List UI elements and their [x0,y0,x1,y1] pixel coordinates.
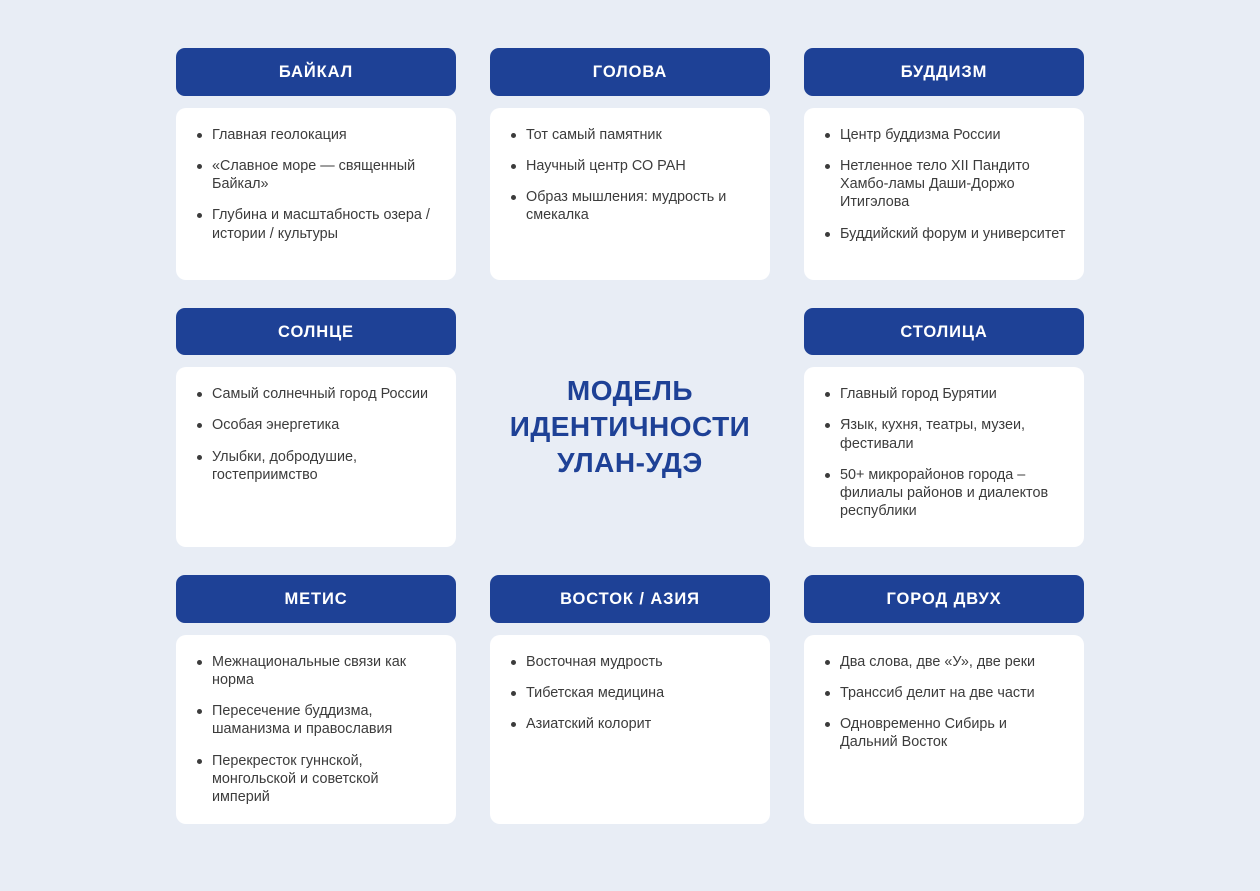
card-title-east-asia: ВОСТОК / АЗИЯ [490,575,770,623]
card-list-buddhism [818,126,1066,243]
list-item: Язык, кухня, театры, музеи, фестивали [840,416,1066,453]
card-body-golova [490,108,770,280]
card-body-sun [176,367,456,547]
card-title-baikal: БАЙКАЛ [176,48,456,96]
card-list-baikal [190,126,438,243]
list-item: Глубина и масштабность озера / истории / культуры [212,206,438,243]
card-list-golova [504,126,752,225]
card-list-metis [190,653,438,807]
card-baikal [176,48,456,280]
list-item: Научный центр СО РАН [526,157,752,175]
list-item: 50+ микрорайонов города – филиалы районов и диалектов республики [840,466,1066,521]
card-city-of-two [804,575,1084,824]
list-item: Перекресток гуннской, монгольской и советской империй [212,752,438,807]
card-body-metis [176,635,456,825]
diagram-title-line-2: ИДЕНТИЧНОСТИ [509,411,751,443]
list-item: Главная геолокация [212,126,438,144]
list-item: Азиатский колорит [526,715,752,733]
card-body-city-of-two [804,635,1084,825]
list-item: Образ мышления: мудрость и смекалка [526,188,752,225]
card-metis [176,575,456,824]
card-body-baikal [176,108,456,280]
list-item: Особая энергетика [212,416,438,434]
list-item: Тот самый памятник [526,126,752,144]
diagram-title-line-3: УЛАН-УДЭ [557,447,703,479]
list-item: «Славное море — священный Байкал» [212,157,438,194]
card-body-capital [804,367,1084,547]
center-title-block [490,308,770,548]
list-item: Два слова, две «У», две реки [840,653,1066,671]
list-item: Пересечение буддизма, шаманизма и православия [212,702,438,739]
card-body-buddhism [804,108,1084,280]
list-item: Самый солнечный город России [212,385,438,403]
card-body-east-asia [490,635,770,825]
card-east-asia [490,575,770,824]
list-item: Главный город Бурятии [840,385,1066,403]
card-title-golova: ГОЛОВА [490,48,770,96]
card-list-capital [818,385,1066,521]
card-title-buddhism: БУДДИЗМ [804,48,1084,96]
list-item: Межнациональные связи как норма [212,653,438,690]
card-list-east-asia [504,653,752,734]
list-item: Центр буддизма России [840,126,1066,144]
card-sun [176,308,456,548]
list-item: Транссиб делит на две части [840,684,1066,702]
list-item: Тибетская медицина [526,684,752,702]
diagram-title [510,373,751,482]
card-list-city-of-two [818,653,1066,752]
list-item: Восточная мудрость [526,653,752,671]
card-title-capital: СТОЛИЦА [804,308,1084,356]
card-golova [490,48,770,280]
list-item: Буддийский форум и университет [840,225,1066,242]
list-item: Улыбки, добродушие, гостеприимство [212,448,438,485]
diagram-title-line-1: МОДЕЛЬ [566,374,694,406]
list-item: Одновременно Сибирь и Дальний Восток [840,715,1066,752]
card-list-sun [190,385,438,484]
cards-grid [170,48,1090,824]
card-title-city-of-two: ГОРОД ДВУХ [804,575,1084,623]
list-item: Нетленное тело XII Пандито Хамбо-ламы Даши-Доржо Итигэлова [840,157,1066,212]
card-title-sun: СОЛНЦЕ [176,308,456,356]
card-title-metis: МЕТИС [176,575,456,623]
card-buddhism [804,48,1084,280]
card-capital [804,308,1084,548]
